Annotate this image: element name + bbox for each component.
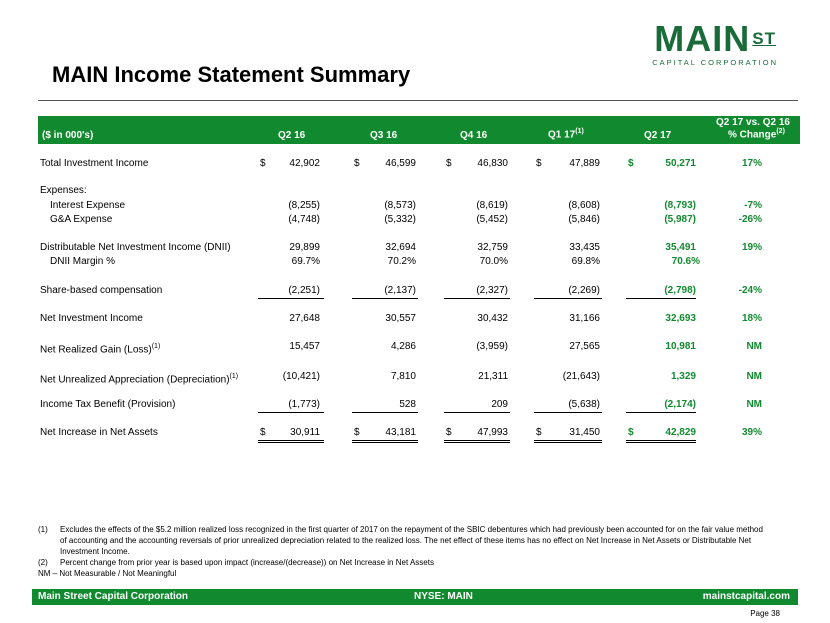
footer-website[interactable]: mainstcapital.com	[702, 591, 790, 602]
dollar-sign: $	[354, 158, 360, 169]
header-q2-16: Q2 16	[278, 130, 306, 141]
dollar-sign: $	[260, 158, 266, 169]
footer-bar	[32, 589, 798, 605]
underline	[534, 412, 602, 413]
row-income-tax: Income Tax Benefit (Provision) (1,773) 528 209 (5,638) (2,174) NM	[40, 399, 762, 410]
row-ga-expense: G&A Expense (4,748) (5,332) (5,452) (5,846) (5,987) -26%	[50, 214, 762, 225]
row-label: Total Investment Income	[40, 158, 149, 169]
dollar-sign: $	[354, 427, 360, 438]
underline	[444, 298, 510, 299]
row-dnii-margin: DNII Margin % 69.7% 70.2% 70.0% 69.8% 70.6%	[50, 256, 700, 267]
page-number: Page 38	[750, 609, 780, 618]
double-underline	[444, 440, 510, 443]
underline	[258, 412, 324, 413]
double-underline	[258, 440, 324, 443]
footnotes	[38, 524, 763, 579]
double-underline	[352, 440, 418, 443]
underline	[444, 412, 510, 413]
dollar-sign: $	[536, 427, 542, 438]
underline	[626, 412, 696, 413]
header-q3-16: Q3 16	[370, 130, 398, 141]
dollar-sign: $	[446, 427, 452, 438]
double-underline	[534, 440, 602, 443]
footnote-1: (1) Excludes the effects of the $5.2 million realized loss recognized in the first quarter of 2017 on the repayment of the SBIC debentures which had previously been accounted for on the fair value method of accounting and the accounting reversals of prior unrealized depreciation related to the realized loss. The net effect of these items has no effect on Net Increase in Net Assets or Distributable Net Investment Income.	[38, 525, 763, 556]
underline	[258, 298, 324, 299]
row-share-based-comp: Share-based compensation (2,251) (2,137) (2,327) (2,269) (2,798) -24%	[40, 285, 762, 296]
footnote-2: (2) Percent change from prior year is based upon impact (increase/(decrease)) on Net Increase in Net Assets	[38, 558, 434, 567]
logo-super: ST	[752, 29, 776, 48]
logo-subtitle: CAPITAL CORPORATION	[652, 58, 778, 67]
dollar-sign: $	[536, 158, 542, 169]
double-underline	[626, 440, 696, 443]
dollar-sign: $	[628, 427, 634, 438]
header-units: ($ in 000's)	[42, 130, 94, 141]
title-divider	[38, 100, 798, 101]
row-net-increase-net-assets: Net Increase in Net Assets $ 30,911 $ 43,181 $ 47,993 $ 31,450 $ 42,829 39%	[40, 427, 762, 438]
row-net-realized-gain: Net Realized Gain (Loss)$^{(1)}$ 15,457 4,286 (3,959) 27,565 10,981 NM	[40, 341, 762, 356]
row-interest-expense: Interest Expense (8,255) (8,573) (8,619) (8,608) (8,793) -7%	[50, 200, 762, 211]
dollar-sign: $	[628, 158, 634, 169]
underline	[352, 412, 418, 413]
header-q2-17: Q2 17	[644, 130, 672, 141]
underline	[352, 298, 418, 299]
row-dnii: Distributable Net Investment Income (DNII) 29,899 32,694 32,759 33,435 35,491 19%	[40, 242, 762, 253]
underline	[534, 298, 602, 299]
main-street-logo	[652, 18, 778, 67]
footnote-nm: NM – Not Measurable / Not Meaningful	[38, 569, 177, 578]
row-net-unrealized-appreciation: Net Unrealized Appreciation (Depreciation)$^{(1)}$ (10,421) 7,810 21,311 (21,643) 1,329 NM	[40, 371, 762, 386]
header-q1-17: Q1 17$^{(1)}$	[548, 128, 584, 141]
footer-company: Main Street Capital Corporation	[38, 591, 189, 602]
logo-word: MAIN	[654, 18, 751, 59]
row-total-investment-income: Total Investment Income $ 42,902 $ 46,599 $ 46,830 $ 47,889 $ 50,271 17%	[40, 158, 762, 169]
row-net-investment-income: Net Investment Income 27,648 30,557 30,432 31,166 32,693 18%	[40, 313, 762, 324]
header-q4-16: Q4 16	[460, 130, 488, 141]
header-change-line2: % Change$^{(2)}$	[728, 128, 785, 141]
header-change-line1: Q2 17 vs. Q2 16	[716, 117, 790, 128]
row-expenses-heading: Expenses:	[40, 185, 87, 196]
dollar-sign: $	[446, 158, 452, 169]
underline	[626, 298, 696, 299]
footer-ticker: NYSE: MAIN	[414, 591, 473, 602]
dollar-sign: $	[260, 427, 266, 438]
page-title: MAIN Income Statement Summary	[52, 62, 411, 87]
table-header	[38, 116, 800, 144]
